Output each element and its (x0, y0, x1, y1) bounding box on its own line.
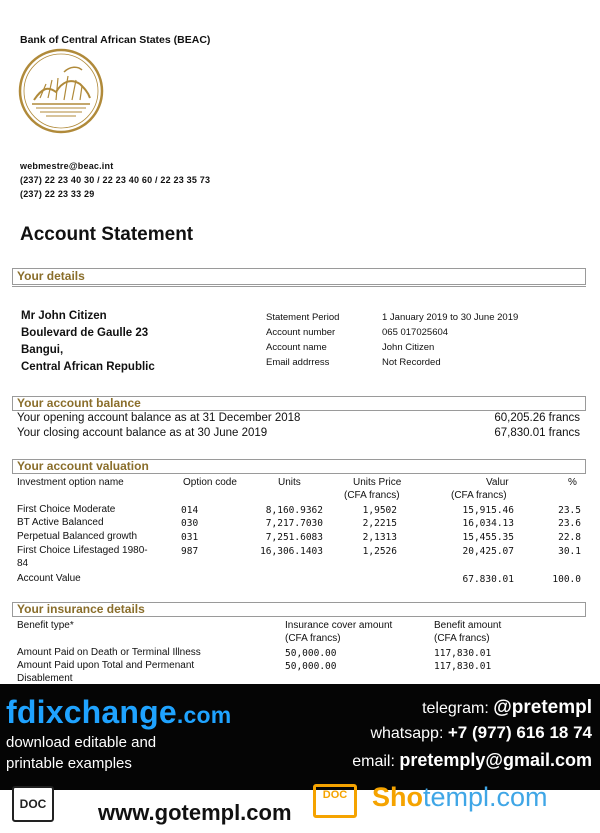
meta-value: John Citizen (382, 342, 435, 353)
whatsapp-label: whatsapp: (370, 725, 444, 742)
valuation-row-price: 1,9502 (362, 505, 397, 516)
shotempl-part-a: Sho (372, 782, 423, 812)
valuation-row-value: 16,034.13 (462, 518, 514, 529)
closing-balance-amount: 67,830.01 francs (494, 427, 580, 439)
opening-balance-amount: 60,205.26 francs (494, 412, 580, 424)
contact-email: webmestre@beac.int (20, 161, 114, 171)
brand-tld: .com (176, 702, 232, 728)
whatsapp-contact[interactable] (370, 723, 592, 743)
col-header-cover: Insurance cover amount (285, 620, 393, 631)
valuation-row-value: 15,915.46 (462, 505, 514, 516)
balance-section-header (12, 396, 586, 411)
email-value: pretemply@gmail.com (399, 750, 592, 770)
valuation-section-header (12, 459, 586, 474)
insurance-section-title: Your insurance details (17, 602, 145, 616)
closing-balance-text: Your closing account balance as at 30 June 2019 (17, 427, 268, 439)
telegram-label: telegram: (422, 700, 489, 717)
valuation-row-code: 031 (181, 532, 199, 543)
address-line: Boulevard de Gaulle 23 (21, 327, 149, 339)
insurance-row-cover: 50,000.00 (285, 661, 337, 672)
valuation-row-name: First Choice Moderate (17, 504, 116, 515)
valuation-row-code: 030 (181, 518, 199, 529)
balance-section-title: Your account balance (17, 396, 141, 410)
valuation-row-units: 8,160.9362 (265, 505, 323, 516)
address-line: Bangui, (21, 344, 64, 356)
insurance-section-header (12, 602, 586, 617)
details-section-title: Your details (17, 269, 85, 283)
valuation-row-price: 2,2215 (362, 518, 397, 529)
valuation-row-units: 7,251.6083 (265, 532, 323, 543)
opening-balance-text: Your opening account balance as at 31 December 2018 (17, 412, 301, 424)
beac-seal-logo (18, 48, 104, 134)
doc-file-icon: DOC (12, 786, 54, 822)
insurance-row-benefit: 117,830.01 (434, 661, 492, 672)
meta-value: 1 January 2019 to 30 June 2019 (382, 312, 519, 323)
divider (12, 286, 586, 287)
orange-doc-icon: DOC (313, 784, 357, 818)
valuation-row-name: First Choice Lifestaged 1980- (17, 545, 148, 556)
valuation-section-title: Your account valuation (17, 459, 149, 473)
valuation-row-units: 7,217.7030 (265, 518, 323, 529)
valuation-row-units: 16,306.1403 (260, 546, 323, 557)
email-label: email: (352, 753, 395, 770)
col-header-benefit-type: Benefit type* (17, 620, 74, 631)
col-header-code: Option code (183, 477, 237, 488)
brand-logo-text[interactable] (6, 694, 231, 731)
telegram-value: @pretempl (493, 697, 592, 718)
valuation-row-name: BT Active Balanced (17, 517, 104, 528)
bank-name: Bank of Central African States (BEAC) (20, 34, 211, 46)
meta-value: 065 017025604 (382, 327, 449, 338)
valuation-row-code: 014 (181, 505, 199, 516)
col-header-pct: % (568, 477, 577, 488)
telegram-contact[interactable] (422, 697, 592, 719)
valuation-row-pct: 22.8 (558, 532, 581, 543)
account-value-pct: 100.0 (552, 574, 581, 585)
valuation-row-price: 1,2526 (362, 546, 397, 557)
brand-name: fdixchange (6, 694, 177, 730)
valuation-row-price: 2,1313 (362, 532, 397, 543)
col-header-benefit: Benefit amount (434, 620, 502, 631)
valuation-row-name: Perpetual Balanced growth (17, 531, 138, 542)
address-line: Central African Republic (21, 361, 155, 373)
gotempl-link[interactable]: www.gotempl.com (98, 800, 292, 825)
contact-phone-2: (237) 22 23 33 29 (20, 189, 95, 199)
meta-label: Email addrress (266, 357, 330, 368)
col-header-valur: Valur (486, 477, 509, 488)
meta-label: Account number (266, 327, 336, 338)
valuation-row-value: 15,455.35 (462, 532, 514, 543)
tagline-line-2: printable examples (6, 755, 132, 772)
valuation-row-pct: 30.1 (558, 546, 581, 557)
col-header-valur-sub: (CFA francs) (451, 490, 507, 501)
details-section-header (12, 268, 586, 285)
meta-label: Account name (266, 342, 327, 353)
valuation-row-pct: 23.5 (558, 505, 581, 516)
col-header-option: Investment option name (17, 477, 124, 488)
meta-label: Statement Period (266, 312, 340, 323)
contact-phone-1: (237) 22 23 40 30 / 22 23 40 60 / 22 23 35 73 (20, 175, 211, 185)
valuation-row-value: 20,425.07 (462, 546, 514, 557)
tagline-line-1: download editable and (6, 734, 157, 751)
insurance-row-benefit: 117,830.01 (434, 648, 492, 659)
whatsapp-value: +7 (977) 616 18 74 (447, 723, 592, 742)
col-header-units: Units (278, 477, 301, 488)
col-header-cover-sub: (CFA francs) (285, 633, 341, 644)
insurance-row-cover: 50,000.00 (285, 648, 337, 659)
col-header-price-sub: (CFA francs) (344, 490, 400, 501)
meta-value: Not Recorded (382, 357, 441, 368)
account-value-label: Account Value (17, 573, 81, 584)
email-contact[interactable] (352, 750, 592, 771)
col-header-price: Units Price (353, 477, 402, 488)
shotempl-link[interactable] (372, 782, 548, 813)
insurance-row-type: Amount Paid upon Total and Permenant (17, 660, 195, 671)
page-title: Account Statement (20, 224, 194, 245)
col-header-benefit-sub: (CFA francs) (434, 633, 490, 644)
address-line: Mr John Citizen (21, 310, 107, 322)
valuation-row-code: 987 (181, 546, 199, 557)
insurance-row-type-wrap: Disablement (17, 673, 73, 684)
valuation-row-name-wrap: 84 (17, 558, 29, 569)
valuation-row-pct: 23.6 (558, 518, 581, 529)
insurance-row-type: Amount Paid on Death or Terminal Illness (17, 647, 201, 658)
account-value-total: 67.830.01 (462, 574, 514, 585)
shotempl-part-b: templ.com (423, 782, 548, 812)
